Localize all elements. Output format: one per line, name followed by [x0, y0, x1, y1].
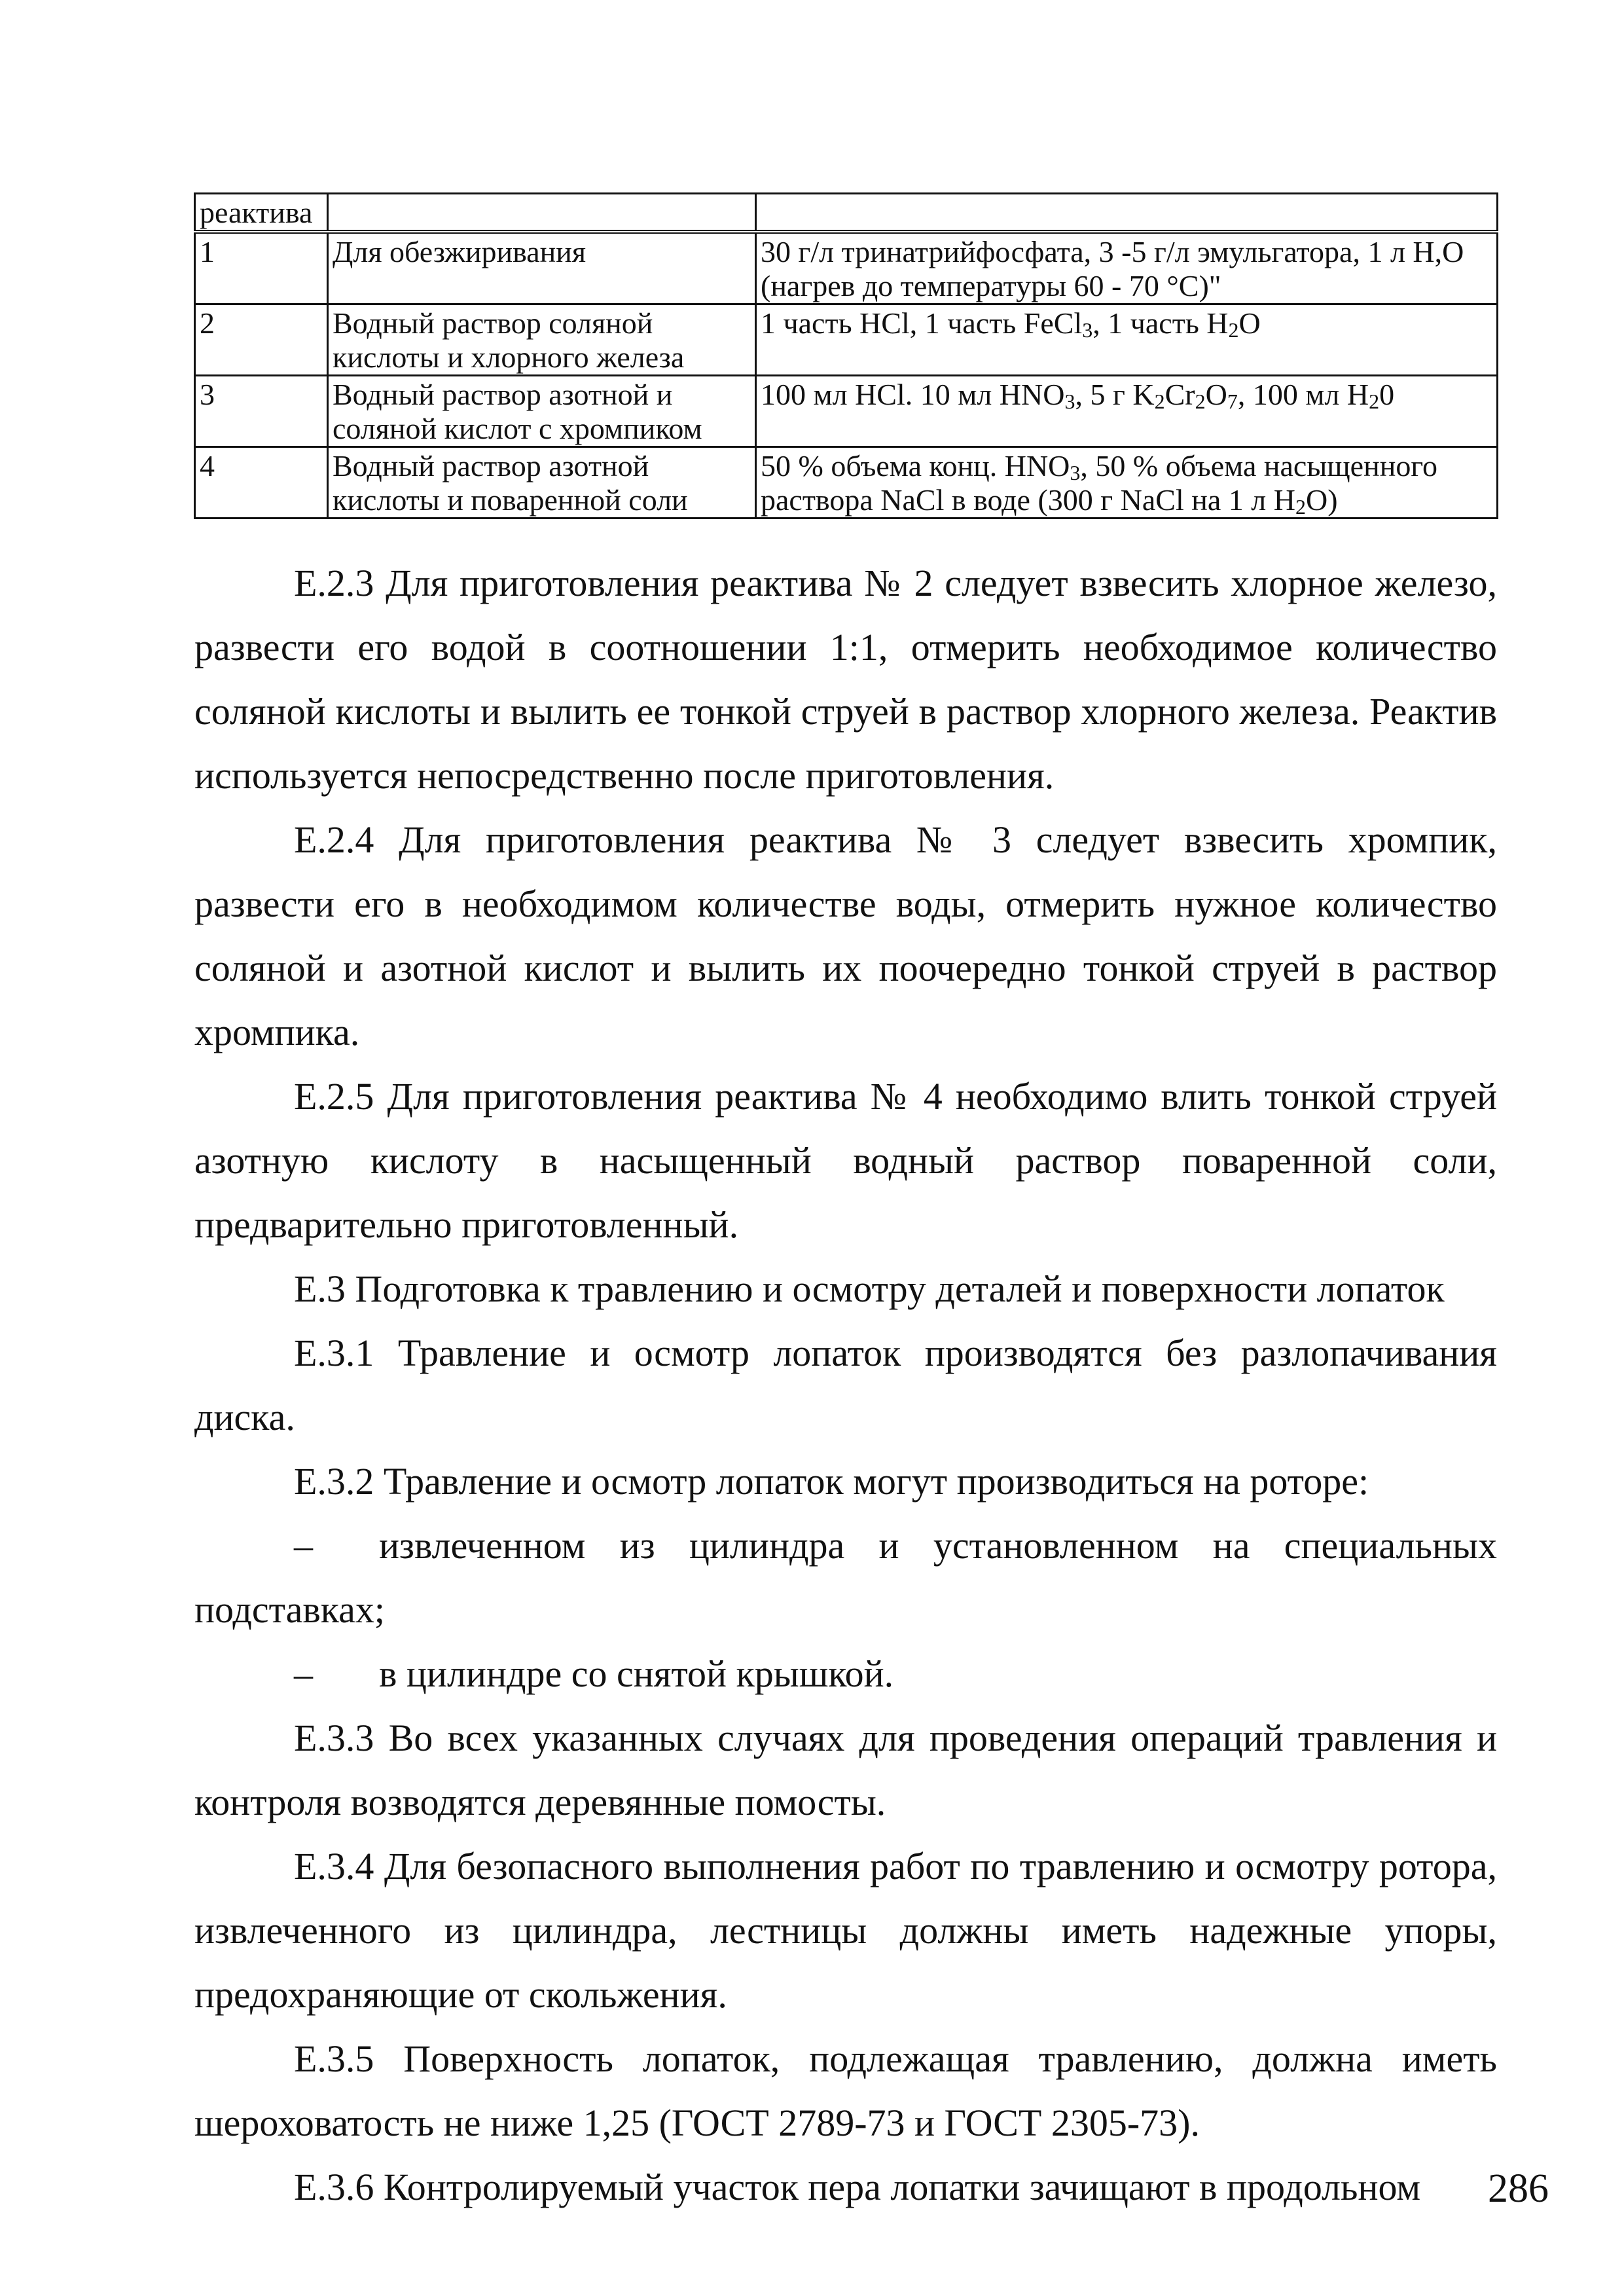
paragraph-e-3-3: Е.3.3 Во всех указанных случаях для проведения операций травления и контроля возводятся деревянные помосты.: [194, 1717, 1497, 1823]
list-dash: –: [294, 1652, 313, 1695]
reagent-number: 4: [195, 447, 328, 519]
list-item-text: в цилиндре со снятой крышкой.: [379, 1652, 894, 1695]
page-number: 286: [1488, 2166, 1549, 2211]
table-header-cell: [328, 194, 756, 232]
reagent-name: Водный раствор азотной кислоты и поваренной соли: [328, 447, 756, 519]
reagent-number: 3: [195, 376, 328, 447]
paragraph-e-2-3: Е.2.3 Для приготовления реактива № 2 следует взвесить хлорное железо, развести его водой в соотношении 1:1, отмерить необходимое количество соляной кислоты и вылить ее тонкой струей в раствор хлорного железа. Реактив используется непосредственно после приготовления.: [194, 562, 1497, 797]
reagent-name: Водный раствор азотной и соляной кислот с хромпиком: [328, 376, 756, 447]
paragraph-e-3-4: Е.3.4 Для безопасного выполнения работ по травлению и осмотру ротора, извлеченного из цилиндра, лестницы должны иметь надежные упоры, предохраняющие от скольжения.: [194, 1845, 1497, 2016]
reagent-composition: 100 мл HCl. 10 мл $HNO_3$, 5 г $K_2Cr_2O_7$, 100 мл $H_20$: [756, 376, 1498, 447]
reagent-composition: 50 % объема конц. $HNO_3$, 50 % объема насыщенного раствора NaCl в воде (300 г NaCl на 1 л $H_2O$): [756, 447, 1498, 519]
table-row: [195, 304, 1498, 376]
paragraph-e-3-6: Е.3.6 Контролируемый участок пера лопатки зачищают в продольном: [294, 2166, 1421, 2208]
reagent-number: 2: [195, 304, 328, 376]
paragraph-e-2-5: Е.2.5 Для приготовления реактива № 4 необходимо влить тонкой струей азотную кислоту в насыщенный водный раствор поваренной соли, предварительно приготовленный.: [194, 1075, 1497, 1246]
paragraph-e-3-2: Е.3.2 Травление и осмотр лопаток могут производиться на роторе:: [294, 1460, 1369, 1503]
paragraph-e-3-5: Е.3.5 Поверхность лопаток, подлежащая травлению, должна иметь шероховатость не ниже 1,25 (ГОСТ 2789-73 и ГОСТ 2305-73).: [194, 2037, 1497, 2144]
reagent-name: Для обезжиривания: [328, 232, 756, 304]
paragraph-e-3-1: Е.3.1 Травление и осмотр лопаток производятся без разлопачивания диска.: [194, 1332, 1497, 1438]
table-row: [195, 376, 1498, 447]
reagent-composition: 30 г/л тринатрийфосфата, 3 -5 г/л эмульгатора, 1 л H,O (нагрев до температуры 60 - 70 °С)": [756, 232, 1498, 304]
paragraph-e-2-4: Е.2.4 Для приготовления реактива № 3 следует взвесить хромпик, развести его в необходимом количестве воды, отмерить нужное количество соляной и азотной кислот и вылить их поочередно тонкой струей в раствор хромпика.: [194, 818, 1497, 1053]
table-header-cell: реактива: [195, 194, 328, 232]
reagent-number: 1: [195, 232, 328, 304]
table-row: [195, 232, 1498, 304]
list-dash: –: [294, 1524, 313, 1567]
section-heading-e-3: Е.3 Подготовка к травлению и осмотру деталей и поверхности лопаток: [294, 1267, 1445, 1310]
reagent-composition: 1 часть HCl, 1 часть FeCl$_3$, 1 часть $H_2O$: [756, 304, 1498, 376]
body-text: [194, 551, 1497, 2219]
table-header-row: [195, 194, 1498, 232]
table-row: [195, 447, 1498, 519]
list-item: [194, 1514, 1497, 1642]
list-item-text: извлеченном из цилиндра и установленном на специальных подставках;: [194, 1524, 1497, 1631]
reagent-name: Водный раствор соляной кислоты и хлорного железа: [328, 304, 756, 376]
reagents-table: [194, 192, 1498, 519]
list-item: [194, 1642, 1497, 1706]
table-header-cell: [756, 194, 1498, 232]
